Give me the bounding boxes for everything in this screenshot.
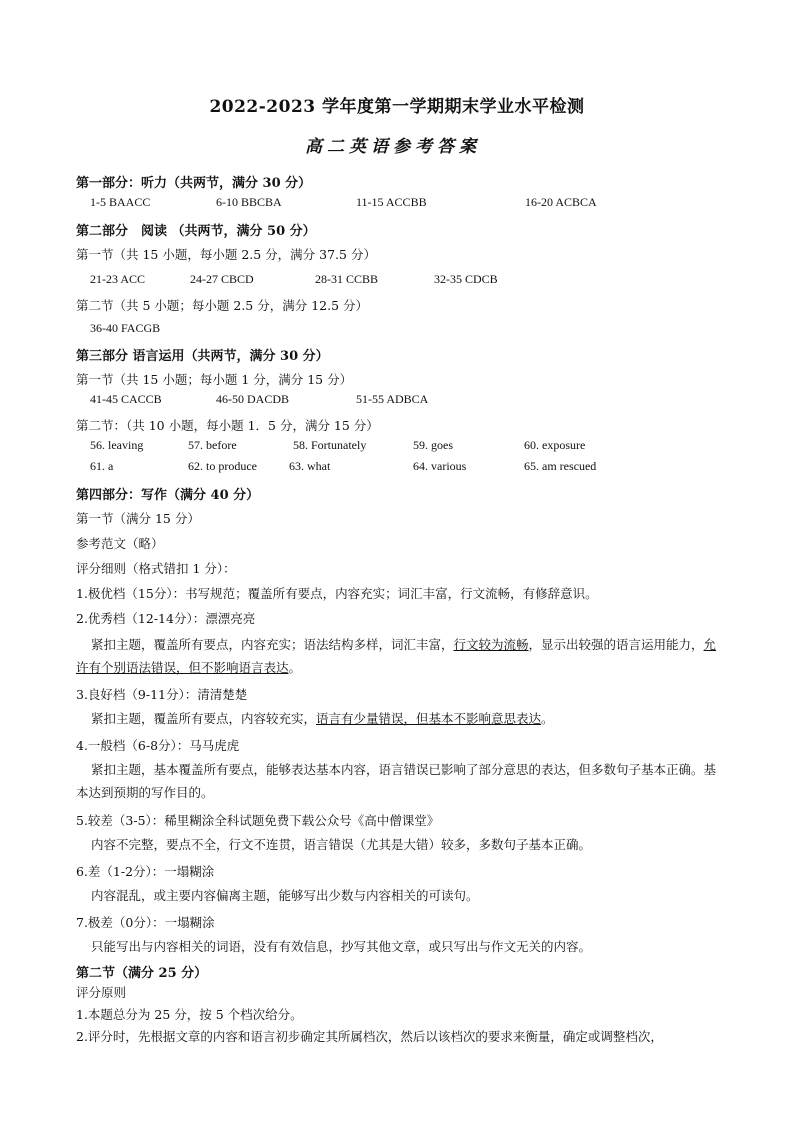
grade-2-text: ，显示出较强的语言运用能力， — [528, 637, 704, 652]
principle-1: 1.本题总分为 25 分，按 5 个档次给分。 — [76, 1007, 303, 1022]
cloze-answer: 65. am rescued — [524, 459, 597, 473]
document-subtitle: 高二英语参考答案 — [305, 137, 481, 157]
grade-3-description — [76, 707, 724, 730]
part2-section1: 第一节（共 15 小题，每小题 2.5 分，满分 37.5 分） — [76, 247, 376, 262]
grade-2-underlined-2: 允许有个别语法错误，但不影响语言表达 — [76, 637, 717, 675]
cloze-answer: 62. to produce — [188, 459, 257, 473]
grade-7-title: 7.极差（0分）：一塌糊涂 — [76, 915, 215, 930]
grade-3-text: 。 — [541, 711, 554, 726]
answer-group: 1-5 BAACC — [90, 195, 151, 209]
part2-section2: 第二节（共 5 小题；每小题 2.5 分，满分 12.5 分） — [76, 298, 369, 313]
answer-group: 36-40 FACGB — [90, 321, 161, 335]
answer-group: 11-15 ACCBB — [356, 195, 427, 209]
answer-group: 28-31 CCBB — [315, 272, 379, 286]
answer-group: 32-35 CDCB — [434, 272, 498, 286]
grade-5-description: 内容不完整，要点不全，行文不连贯，语言错误（尤其是大错）较多，多数句子基本正确。 — [91, 837, 592, 852]
part3-section1: 第一节（共 15 小题；每小题 1 分，满分 15 分） — [76, 372, 353, 387]
answer-group: 6-10 BBCBA — [216, 195, 282, 209]
part3-section2: 第二节：（共 10 小题，每小题 1．5 分，满分 15 分） — [76, 418, 379, 433]
grade-1: 1.极优档（15分）：书写规范；覆盖所有要点，内容充实；词汇丰富，行文流畅，有修辞意识。 — [76, 586, 598, 601]
cloze-answer: 56. leaving — [90, 438, 144, 452]
part1-heading: 第一部分：听力（共两节，满分 30 分） — [76, 176, 312, 191]
cloze-answer: 64. various — [413, 459, 467, 473]
grade-3-text: 紧扣主题，覆盖所有要点，内容较充实， — [91, 711, 317, 726]
answer-group: 46-50 DACDB — [216, 392, 290, 406]
grade-2-underlined-1: 行文较为流畅 — [453, 637, 529, 652]
cloze-answer: 63. what — [289, 459, 331, 473]
cloze-answer: 61. a — [90, 459, 114, 473]
sample-essay-note: 参考范文（略） — [76, 536, 164, 551]
part2-heading: 第二部分 阅读 （共两节，满分 50 分） — [76, 224, 316, 239]
grade-7-description: 只能写出与内容相关的词语，没有有效信息，抄写其他文章，或只写出与作文无关的内容。 — [91, 939, 592, 954]
grade-6-title: 6.差（1-2分）：一塌糊涂 — [76, 864, 215, 879]
principle-2: 2.评分时，先根据文章的内容和语言初步确定其所属档次，然后以该档次的要求来衡量，确定或调整档次， — [76, 1029, 663, 1044]
grade-2-text: 。 — [288, 660, 302, 675]
answer-group: 16-20 ACBCA — [525, 195, 597, 209]
answer-group: 51-55 ADBCA — [356, 392, 429, 406]
part4-section1: 第一节（满分 15 分） — [76, 511, 200, 526]
grade-2-text: 紧扣主题，覆盖所有要点，内容充实；语法结构多样，词汇丰富， — [91, 637, 454, 652]
grade-4-title: 4.一般档（6-8分）：马马虎虎 — [76, 738, 240, 753]
grade-6-description: 内容混乱，或主要内容偏离主题，能够写出少数与内容相关的可读句。 — [91, 888, 479, 903]
cloze-answer: 58. Fortunately — [293, 438, 367, 452]
answer-group: 21-23 ACC — [90, 272, 146, 286]
grade-4-description: 紧扣主题，基本覆盖所有要点，能够表达基本内容，语言错误已影响了部分意思的表达，但多数句子基本正确。基本达到预期的写作目的。 — [76, 762, 717, 800]
grade-2-title: 2.优秀档（12-14分）：漂漂亮亮 — [76, 611, 256, 626]
part4-heading: 第四部分：写作（满分 40 分） — [76, 488, 260, 503]
grade-5-title: 5.较差（3-5）：稀里糊涂全科试题免费下载公众号《高中僧课堂》 — [76, 813, 440, 828]
grade-2-description — [76, 633, 724, 679]
cloze-answer: 60. exposure — [524, 438, 586, 452]
cloze-answer: 57. before — [188, 438, 237, 452]
cloze-answer: 59. goes — [413, 438, 453, 452]
answer-group: 41-45 CACCB — [90, 392, 162, 406]
part3-heading: 第三部分 语言运用（共两节，满分 30 分） — [76, 349, 329, 364]
scoring-principle-title: 评分原则 — [76, 985, 127, 1000]
scoring-rules-title: 评分细则（格式错扣 1 分）： — [76, 561, 236, 576]
document-title: 2022-2023 学年度第一学期期末学业水平检测 — [209, 97, 585, 117]
grade-3-underlined: 语言有少量错误，但基本不影响意思表达 — [316, 711, 542, 726]
answer-group: 24-27 CBCD — [190, 272, 254, 286]
grade-3-title: 3.良好档（9-11分）：清清楚楚 — [76, 687, 248, 702]
part4-section2: 第二节（满分 25 分） — [76, 966, 208, 981]
